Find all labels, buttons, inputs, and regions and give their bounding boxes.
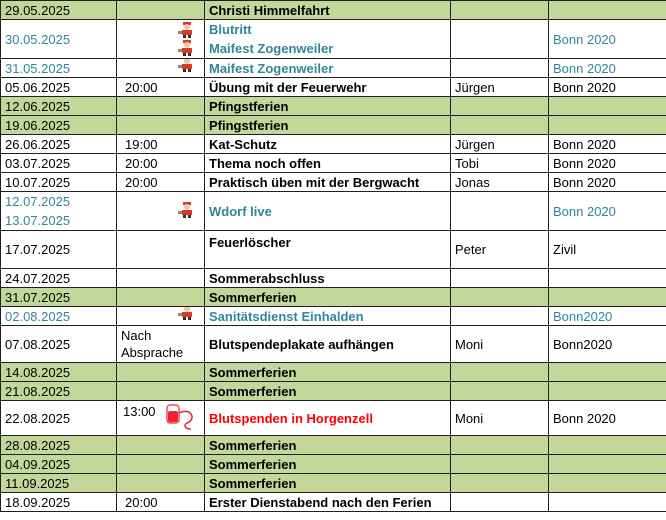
person-cell [451, 59, 549, 78]
date-cell: 30.05.2025 [1, 20, 117, 59]
date-cell: 03.07.2025 [1, 154, 117, 173]
person-cell [451, 97, 549, 116]
time-cell: 20:00 [117, 154, 205, 173]
table-row [1, 20, 666, 59]
date: 13.07.2025 [5, 213, 71, 228]
date-cell: 18.09.2025 [1, 493, 117, 512]
time: 13:00 [123, 404, 156, 419]
date-cell: 28.08.2025 [1, 436, 117, 455]
group-cell [549, 493, 666, 512]
date-cell: 07.08.2025 [1, 326, 117, 363]
table-row [1, 288, 666, 307]
date-cell: 19.06.2025 [1, 116, 117, 135]
table-row [1, 59, 666, 78]
person-cell [451, 382, 549, 401]
time-cell: 20:00 [117, 78, 205, 97]
date-cell: 02.08.2025 [1, 307, 117, 326]
table-row [1, 382, 666, 401]
time-cell: 20:00 [117, 173, 205, 192]
person-cell [451, 192, 549, 231]
event-title: Blutritt [209, 22, 252, 37]
group-cell: Zivil [549, 231, 666, 269]
person-cell: Jürgen [451, 135, 549, 154]
fireman-icon [176, 39, 198, 57]
time-cell [117, 192, 205, 231]
group-cell [549, 116, 666, 135]
date-cell: 17.07.2025 [1, 231, 117, 269]
date-cell [1, 192, 117, 231]
time-cell: Nach Absprache [117, 326, 205, 363]
date-cell: 10.07.2025 [1, 173, 117, 192]
event-title-cell: Maifest Zogenweiler [205, 59, 451, 78]
fireman-icon [176, 307, 198, 322]
group-cell [549, 382, 666, 401]
fireman-icon [176, 59, 198, 74]
table-row [1, 173, 666, 192]
group-cell [549, 97, 666, 116]
person-cell: Jürgen [451, 78, 549, 97]
person-cell [451, 455, 549, 474]
time-cell: 20:00 [117, 493, 205, 512]
event-title-cell: Pfingstferien [205, 97, 451, 116]
date-cell: 24.07.2025 [1, 269, 117, 288]
event-title-cell: Feuerlöscher [205, 231, 451, 269]
time-cell [117, 288, 205, 307]
date-cell: 12.06.2025 [1, 97, 117, 116]
person-cell: Moni [451, 326, 549, 363]
event-title-cell: Sommerferien [205, 382, 451, 401]
date-cell: 31.07.2025 [1, 288, 117, 307]
table-row [1, 97, 666, 116]
time-cell [117, 116, 205, 135]
time-cell [117, 436, 205, 455]
event-title-cell: Sommerferien [205, 455, 451, 474]
event-title-cell: Sommerferien [205, 288, 451, 307]
date-cell: 11.09.2025 [1, 474, 117, 493]
table-row [1, 269, 666, 288]
table-row [1, 135, 666, 154]
table-row [1, 78, 666, 97]
table-row [1, 231, 666, 269]
group-cell: Bonn 2020 [549, 154, 666, 173]
time-cell [117, 97, 205, 116]
person-cell: Moni [451, 401, 549, 436]
table-row [1, 192, 666, 231]
time-cell [117, 1, 205, 20]
date-cell: 04.09.2025 [1, 455, 117, 474]
person-cell: Tobi [451, 154, 549, 173]
fireman-icon [176, 21, 198, 39]
event-title: Maifest Zogenweiler [209, 41, 334, 56]
group-cell [549, 363, 666, 382]
blood-bag-icon [161, 403, 201, 431]
event-title-cell: Christi Himmelfahrt [205, 1, 451, 20]
date-cell: 05.06.2025 [1, 78, 117, 97]
event-title-cell: Praktisch üben mit der Bergwacht [205, 173, 451, 192]
person-cell [451, 363, 549, 382]
time-cell [117, 59, 205, 78]
fireman-icon [176, 201, 198, 219]
group-cell [549, 474, 666, 493]
time-cell [117, 455, 205, 474]
time-cell [117, 474, 205, 493]
time-cell [117, 401, 205, 436]
date-cell: 14.08.2025 [1, 363, 117, 382]
group-cell: Bonn 2020 [549, 192, 666, 231]
group-cell: Bonn 2020 [549, 59, 666, 78]
time-cell [117, 269, 205, 288]
table-row [1, 401, 666, 436]
group-cell [549, 455, 666, 474]
event-title-cell: Blutspenden in Horgenzell [205, 401, 451, 436]
table-row [1, 1, 666, 20]
date-cell: 29.05.2025 [1, 1, 117, 20]
event-title-cell: Übung mit der Feuerwehr [205, 78, 451, 97]
event-title-cell: Sanitätsdienst Einhalden [205, 307, 451, 326]
event-title-cell: Sommerferien [205, 363, 451, 382]
time-cell [117, 363, 205, 382]
group-cell: Bonn 2020 [549, 401, 666, 436]
table-row [1, 474, 666, 493]
person-cell: Jonas [451, 173, 549, 192]
event-title-cell: Blutspendeplakate aufhängen [205, 326, 451, 363]
group-cell: Bonn2020 [549, 326, 666, 363]
time-cell: 19:00 [117, 135, 205, 154]
person-cell [451, 288, 549, 307]
table-row [1, 455, 666, 474]
event-title-cell [205, 20, 451, 59]
table-row [1, 116, 666, 135]
event-title-cell: Pfingstferien [205, 116, 451, 135]
time-cell [117, 231, 205, 269]
table-row [1, 493, 666, 512]
time-cell [117, 382, 205, 401]
date-cell: 22.08.2025 [1, 401, 117, 436]
table-row [1, 363, 666, 382]
table-row [1, 307, 666, 326]
time-cell [117, 20, 205, 59]
group-cell: Bonn2020 [549, 307, 666, 326]
table-row [1, 154, 666, 173]
person-cell [451, 436, 549, 455]
person-cell [451, 493, 549, 512]
table-row [1, 436, 666, 455]
event-title-cell: Sommerferien [205, 436, 451, 455]
event-title-cell: Sommerabschluss [205, 269, 451, 288]
group-cell [549, 269, 666, 288]
group-cell [549, 1, 666, 20]
person-cell [451, 1, 549, 20]
event-title-cell: Thema noch offen [205, 154, 451, 173]
person-cell [451, 474, 549, 493]
table-row [1, 326, 666, 363]
group-cell [549, 436, 666, 455]
time-cell [117, 307, 205, 326]
event-title-cell: Erster Dienstabend nach den Ferien [205, 493, 451, 512]
group-cell: Bonn 2020 [549, 20, 666, 59]
person-cell [451, 307, 549, 326]
group-cell: Bonn 2020 [549, 78, 666, 97]
date: 12.07.2025 [5, 194, 71, 209]
person-cell [451, 20, 549, 59]
group-cell: Bonn 2020 [549, 173, 666, 192]
event-title-cell: Sommerferien [205, 474, 451, 493]
group-cell: Bonn 2020 [549, 135, 666, 154]
date-cell: 21.08.2025 [1, 382, 117, 401]
date-cell: 26.06.2025 [1, 135, 117, 154]
group-cell [549, 288, 666, 307]
date-cell: 31.05.2025 [1, 59, 117, 78]
event-title-cell: Wdorf live [205, 192, 451, 231]
event-title-cell: Kat-Schutz [205, 135, 451, 154]
person-cell [451, 269, 549, 288]
person-cell: Peter [451, 231, 549, 269]
person-cell [451, 116, 549, 135]
